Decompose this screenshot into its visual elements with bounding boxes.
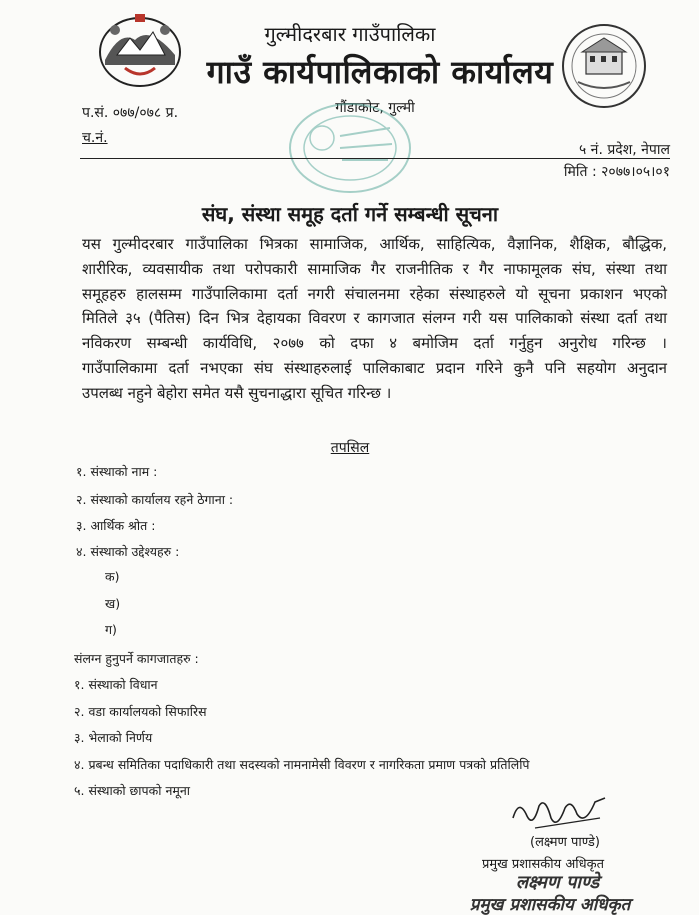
- detail-item: ४. संस्थाको उद्देश्यहरु :: [76, 544, 180, 559]
- notice-body: [82, 232, 667, 406]
- stamp-name: लक्ष्मण पाण्डे: [515, 872, 600, 893]
- detail-item: १. संस्थाको नाम :: [76, 464, 158, 479]
- body-line: समूहहरु हालसम्म गाउँपालिकामा दर्ता नगरी संचालनमा रहेका संस्थाहरुले यो सूचना प्रकाशन भएको: [82, 284, 667, 303]
- tapasil-label: तपसिल: [330, 440, 370, 456]
- office-name: गाउँ कार्यपालिकाको कार्यालय: [206, 53, 554, 91]
- body-line: नविकरण सम्बन्धी कार्यविधि, २०७७ को दफा ४ बमोजिम दर्ता गर्नुहुन अनुरोध गरिन्छ ।: [82, 334, 667, 353]
- body-line: मितिले ३५ (पैतिस) दिन भित्र देहायका विवरण र कागजात संलग्न गरी यस पालिकाको संस्था दर्ता तथा: [82, 309, 667, 328]
- municipality-logo-icon: [560, 22, 648, 110]
- body-line: यस गुल्मीदरबार गाउँपालिका भित्रका सामाजिक, आर्थिक, साहित्यिक, वैज्ञानिक, शैक्षिक, बौद्धिक,: [82, 235, 667, 253]
- municipality-name: गुल्मीदरबार गाउँपालिका: [264, 22, 436, 46]
- tapasil-heading: [60, 438, 640, 457]
- objective-item: क): [105, 569, 120, 584]
- objective-item: ग): [105, 622, 117, 637]
- detail-item: २. संस्थाको कार्यालय रहने ठेगाना :: [76, 492, 234, 507]
- notice-date: मिति : २०७७।०५।०१: [563, 164, 670, 180]
- office-address: गौंडाकोट, गुल्मी: [335, 100, 415, 116]
- attachment-item: १. संस्थाको विधान: [74, 677, 158, 692]
- attachment-item: ३. भेलाको निर्णय: [74, 730, 153, 745]
- notice-title: संघ, संस्था समूह दर्ता गर्ने सम्बन्धी सूचना: [201, 202, 499, 226]
- signatory-name: (लक्ष्मण पाण्डे): [530, 835, 600, 850]
- body-line: शारीरिक, व्यवसायीक तथा परोपकारी सामाजिक गैर राजनीतिक र गैर नाफामूलक संघ, संस्था तथा: [82, 259, 667, 278]
- stamp-designation: प्रमुख प्रशासकीय अधिकृत: [469, 895, 631, 915]
- attachment-item: २. वडा कार्यालयको सिफारिस: [74, 704, 207, 719]
- patra-sankhya: प.सं. ०७७/०७८ प्र.: [82, 105, 179, 121]
- attachment-item: ४. प्रबन्ध समितिका पदाधिकारी तथा सदस्यको नामनामेसी विवरण र नागरिकता प्रमाण पत्रको प्रतिलिपि: [74, 757, 530, 772]
- nepal-emblem-icon: [95, 10, 185, 90]
- body-line: गाउँपालिकामा दर्ता नभएका संघ संस्थाहरुलाई पालिकाबाट प्रदान गरिने कुनै पनि सहयोग अनुदान: [82, 358, 667, 377]
- province: ५ नं. प्रदेश, नेपाल: [578, 142, 670, 158]
- attachment-item: ५. संस्थाको छापको नमूना: [74, 783, 191, 798]
- header-rule: [80, 158, 670, 159]
- body-line: उपलब्ध नहुने बेहोरा समेत यसै सुचनाद्धारा सूचित गरिन्छ ।: [82, 383, 392, 402]
- office-seal-icon: [280, 98, 420, 198]
- signature-icon: [505, 788, 615, 838]
- attachments-heading: संलग्न हुनुपर्ने कागजातहरु :: [74, 651, 199, 666]
- chalani-number: च.नं.: [82, 130, 108, 146]
- detail-item: ३. आर्थिक श्रोत :: [76, 518, 156, 533]
- objective-item: ख): [105, 596, 121, 611]
- signatory-designation: प्रमुख प्रशासकीय अधिकृत: [481, 857, 605, 872]
